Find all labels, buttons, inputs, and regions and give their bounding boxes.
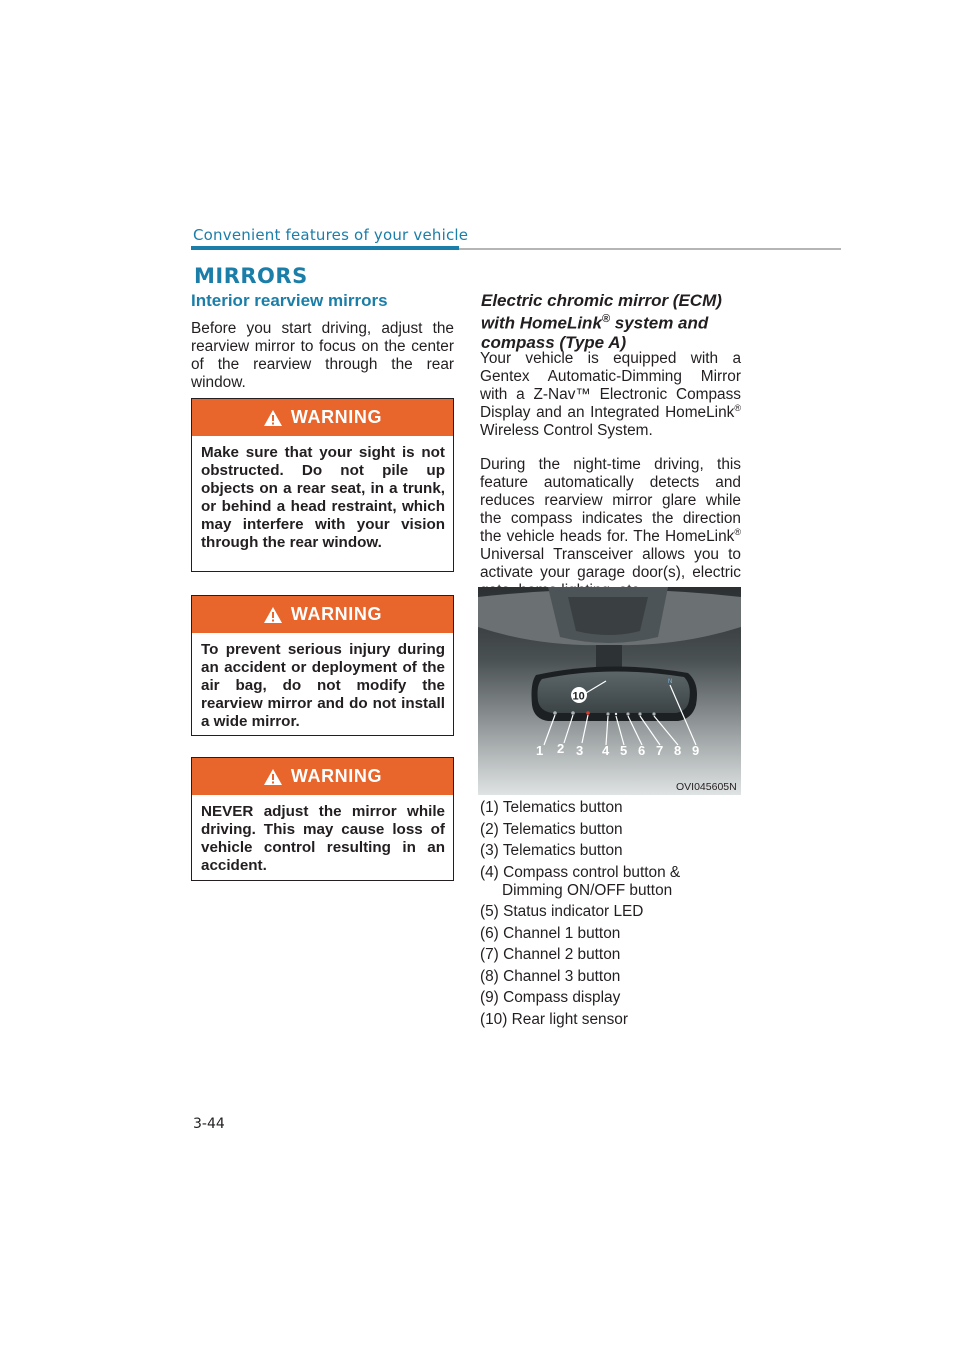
legend-number: (7) <box>480 946 499 963</box>
compass-display-text: N <box>668 679 673 685</box>
callout-9: 9 <box>692 743 700 758</box>
legend-text: Telematics button <box>502 820 623 838</box>
legend-number: (3) <box>480 842 499 859</box>
legend-item <box>480 864 750 900</box>
legend-text: Channel 3 button <box>503 967 621 985</box>
warning-header <box>192 399 453 436</box>
registered-mark: ® <box>601 313 611 325</box>
legend-item <box>480 799 750 817</box>
callout-1: 1 <box>536 743 544 758</box>
legend-item <box>480 903 750 921</box>
warning-label: WARNING <box>290 766 383 786</box>
paragraph-text: During the night-time driving, this feature automatically detects and reduces rearview mirror glare while the compass indicates the direction the vehicle heads for. The HomeLink <box>480 456 741 545</box>
warning-text: Make sure that your sight is not obstructed. Do not pile up objects on a rear seat, in a trunk, or behind a head restraint, which may interfere with your vision through the rear window. <box>201 444 445 551</box>
legend-item <box>480 925 750 943</box>
registered-mark: ® <box>734 526 741 537</box>
heading-text: system and compass (Type A) <box>481 313 709 352</box>
legend-number: (10) <box>480 1010 508 1028</box>
warning-box <box>191 757 454 881</box>
legend-number: (5) <box>480 903 499 920</box>
main-heading: MIRRORS <box>194 264 308 288</box>
callout-3: 3 <box>576 743 584 758</box>
paragraph-text: Universal Transceiver allows you to activate your garage door(s), electric <box>480 546 741 581</box>
figure-legend <box>480 799 750 1032</box>
callout-10: 10 <box>572 690 585 703</box>
legend-item <box>480 946 750 964</box>
legend-number: (9) <box>480 989 499 1006</box>
mirror-illustration <box>478 587 741 795</box>
warning-label: WARNING <box>290 604 383 624</box>
callout-6: 6 <box>638 743 646 758</box>
legend-text: Telematics button <box>502 842 623 859</box>
legend-text: Compass control button & <box>503 863 681 881</box>
legend-number: (1) <box>480 799 499 816</box>
header-rule-thin <box>459 248 841 250</box>
page-number: 3-44 <box>193 1116 225 1132</box>
mirror-glass <box>538 671 690 713</box>
legend-number: (6) <box>480 924 499 942</box>
legend-text: Status indicator LED <box>503 903 644 920</box>
warning-triangle-icon <box>263 606 283 624</box>
mirror-stem <box>596 645 622 667</box>
legend-text: Telematics button <box>502 799 623 816</box>
legend-item <box>480 1011 750 1029</box>
section-header: Convenient features of your vehicle <box>193 226 469 244</box>
warning-text: To prevent serious injury during an accident or deployment of the air bag, do not modify the rearview mirror and do not install a wide mirror. <box>201 641 445 730</box>
warning-header <box>192 758 453 795</box>
ecm-paragraph <box>480 456 741 600</box>
legend-item <box>480 821 750 839</box>
callout-4: 4 <box>602 743 610 758</box>
intro-paragraph: Before you start driving, adjust the rearview mirror to focus on the center of the rearview through the rear window. <box>191 320 454 391</box>
subheading-interior-mirrors: Interior rearview mirrors <box>191 291 388 310</box>
subheading-ecm-mirror <box>481 291 741 352</box>
warning-triangle-icon <box>263 768 283 786</box>
heading-text: Electric chromic mirror (ECM) with HomeLink <box>481 291 722 333</box>
warning-triangle-icon <box>263 409 283 427</box>
paragraph-text: Wireless Control System. <box>480 422 653 439</box>
legend-text: Compass display <box>503 989 621 1006</box>
figure-code: OVI045605N <box>676 781 737 793</box>
callout-8: 8 <box>674 743 682 758</box>
warning-label: WARNING <box>290 407 383 427</box>
warning-box <box>191 595 454 736</box>
legend-number: (4) <box>480 863 499 881</box>
legend-text-continued: Dimming ON/OFF button <box>502 881 673 899</box>
legend-text: Channel 2 button <box>503 946 621 963</box>
warning-text: NEVER adjust the mirror while driving. This may cause loss of vehicle control resulting in an accident. <box>201 803 445 874</box>
callout-5: 5 <box>620 743 628 758</box>
header-rule <box>191 246 459 250</box>
legend-number: (8) <box>480 967 499 985</box>
legend-item <box>480 968 750 986</box>
warning-header <box>192 596 453 633</box>
legend-item <box>480 842 750 860</box>
paragraph-text: Your vehicle is equipped with a Gentex Automatic-Dimming Mirror with a Z-Nav™ Electronic Compass Display and an Integrated HomeLink <box>480 350 741 421</box>
overhead-console-inner <box>568 597 648 635</box>
callout-7: 7 <box>656 743 664 758</box>
legend-text: Channel 1 button <box>503 924 621 942</box>
registered-mark: ® <box>734 402 741 413</box>
legend-text: Rear light sensor <box>511 1010 628 1028</box>
legend-number: (2) <box>480 820 499 838</box>
callout-2: 2 <box>557 741 565 756</box>
ecm-paragraph <box>480 350 741 440</box>
legend-item <box>480 989 750 1007</box>
warning-box <box>191 398 454 572</box>
